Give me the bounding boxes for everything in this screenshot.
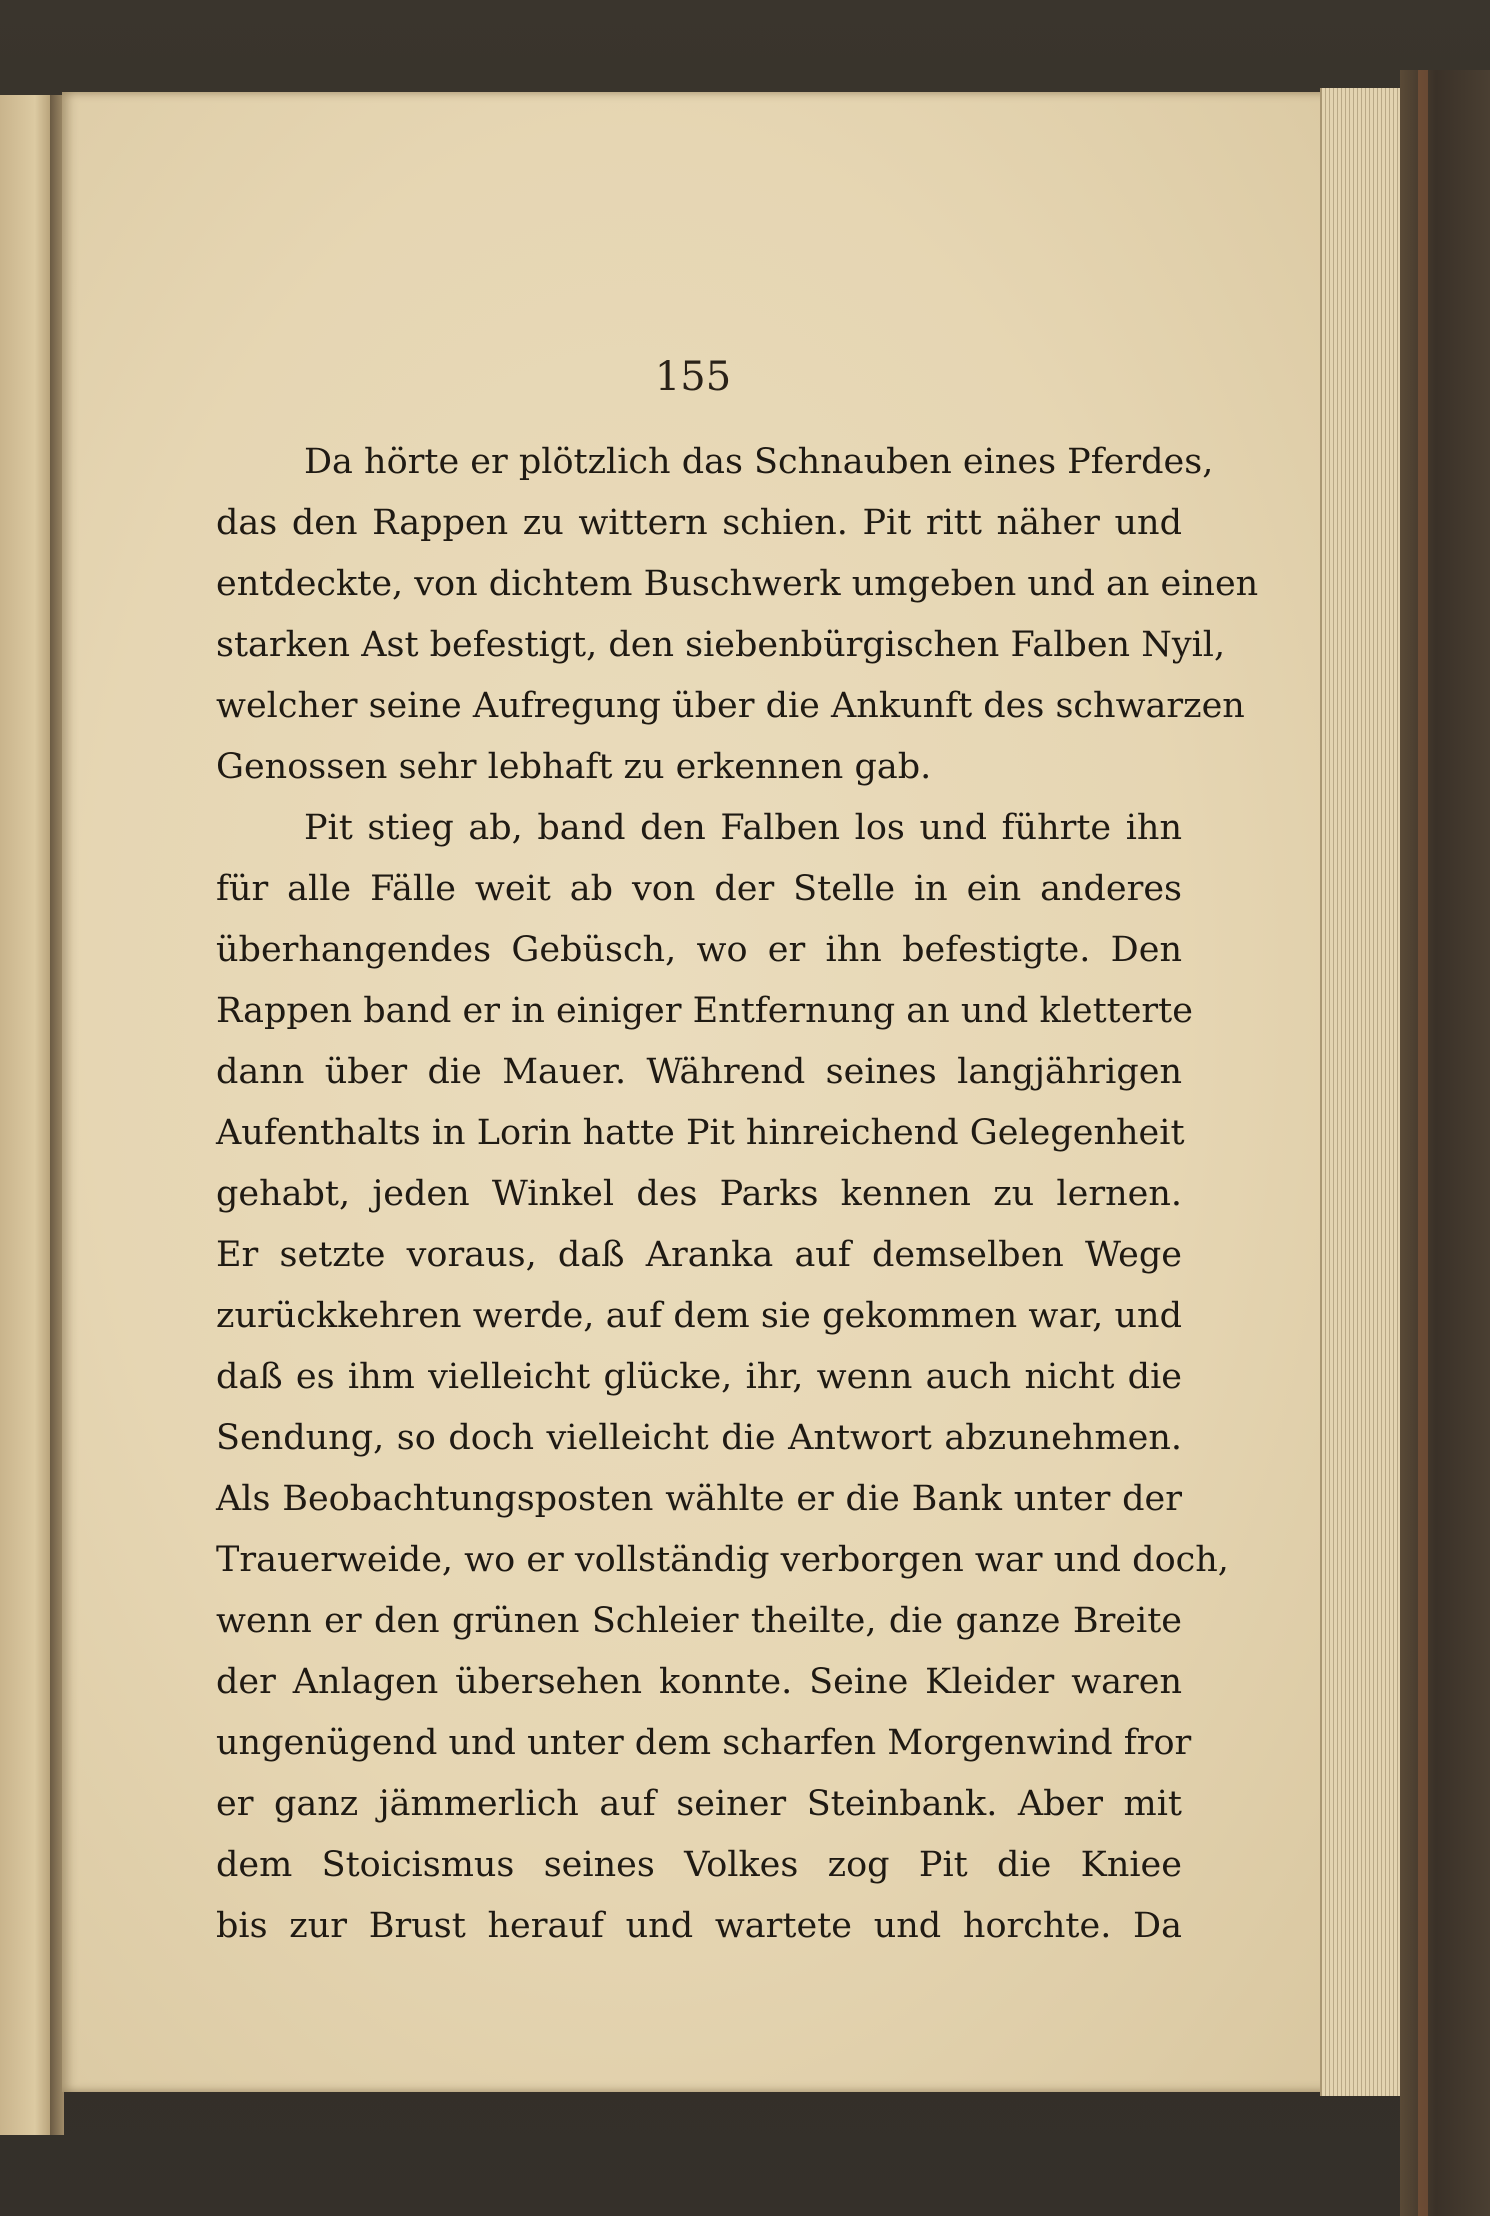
text-line: dem Stoicismus seines Volkes zog Pit die Kniee [216, 1845, 1182, 1885]
text-line: Genossen sehr lebhaft zu erkennen gab. [216, 747, 932, 787]
text-line: bis zur Brust herauf und wartete und horchte. Da [216, 1906, 1182, 1946]
paragraph-1 [216, 432, 1259, 798]
text-line: Er setzte voraus, daß Aranka auf demselben Wege [216, 1235, 1182, 1275]
text-line: Als Beobachtungsposten wählte er die Bank unter der [216, 1479, 1182, 1519]
text-line: entdeckte, von dichtem Buschwerk umgeben und an einen [216, 564, 1259, 604]
page-stack-edges [1320, 88, 1404, 2096]
book-page [62, 92, 1332, 2092]
text-line: für alle Fälle weit ab von der Stelle in ein anderes [216, 869, 1182, 909]
text-line: zurückkehren werde, auf dem sie gekommen war, und [216, 1296, 1182, 1336]
text-line: Da hörte er plötzlich das Schnauben eines Pferdes, [304, 442, 1214, 482]
text-line: wenn er den grünen Schleier theilte, die ganze Breite [216, 1601, 1182, 1641]
text-line: dann über die Mauer. Während seines langjährigen [216, 1052, 1182, 1092]
text-line: Sendung, so doch vielleicht die Antwort abzunehmen. [216, 1418, 1182, 1458]
paragraph-2 [216, 798, 1229, 1957]
text-line: daß es ihm vielleicht glücke, ihr, wenn auch nicht die [216, 1357, 1182, 1397]
text-line: Aufenthalts in Lorin hatte Pit hinreichend Gelegenheit [216, 1113, 1185, 1153]
text-line: ungenügend und unter dem scharfen Morgenwind fror [216, 1723, 1192, 1763]
facing-page-edge [0, 95, 52, 2135]
text-line: welcher seine Aufregung über die Ankunft des schwarzen [216, 686, 1245, 726]
text-line: starken Ast befestigt, den siebenbürgischen Falben Nyil, [216, 625, 1226, 665]
text-line: überhangendes Gebüsch, wo er ihn befestigte. Den [216, 930, 1182, 970]
text-line: Trauerweide, wo er vollständig verborgen war und doch, [216, 1540, 1229, 1580]
page-number: 155 [654, 354, 732, 400]
book-cover-board [1400, 70, 1490, 2216]
text-line: er ganz jämmerlich auf seiner Steinbank. Aber mit [216, 1784, 1182, 1824]
text-line: der Anlagen übersehen konnte. Seine Kleider waren [216, 1662, 1182, 1702]
text-line: Pit stieg ab, band den Falben los und führte ihn [304, 808, 1182, 848]
text-line: Rappen band er in einiger Entfernung an und kletterte [216, 991, 1193, 1031]
body-text [216, 432, 1259, 1957]
text-line: das den Rappen zu wittern schien. Pit ritt näher und [216, 503, 1182, 543]
text-line: gehabt, jeden Winkel des Parks kennen zu lernen. [216, 1174, 1182, 1214]
